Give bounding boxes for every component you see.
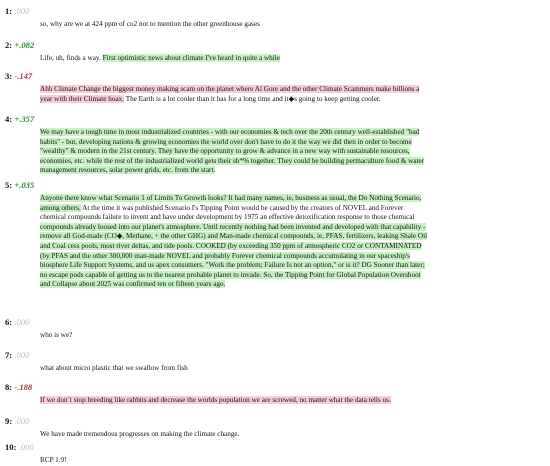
plain-text: Life, uh, finds a way. (40, 54, 103, 62)
positive-highlight: among others. (40, 203, 81, 212)
comment-line (40, 138, 546, 148)
sentiment-score: +.082 (14, 40, 35, 50)
comment-header (5, 40, 34, 50)
comment-text (40, 85, 546, 104)
plain-text: chemical compounds failure to invent and have under development by 1975 an effective detoxification response to those chemical (40, 213, 415, 222)
negative-highlight: year with their Climate hoax. (40, 94, 125, 103)
comment-line (40, 364, 546, 374)
positive-highlight: and Coal cess pools, most river deltas, and tide pools. COOKED (by exceeding 350 ppm of atmospheric CO2 or CONTAMINATED (40, 241, 422, 250)
comment-index: 8: (5, 382, 13, 392)
comment-line (40, 280, 546, 290)
comment-line (40, 85, 546, 95)
comment-line (40, 95, 546, 105)
positive-highlight: Until recently nothing had been invented and developed with that capability - (202, 222, 426, 231)
comment-line (40, 252, 546, 262)
positive-highlight: and Collapse about 2025 was confirmed ten or fifteen years ago. (40, 280, 226, 289)
sentiment-score: +.357 (14, 114, 35, 124)
sentiment-score: -.147 (14, 71, 33, 81)
comment-line (40, 223, 546, 233)
positive-highlight: biosphere Life Support Systems, and us apex consumers. "Work the problem; Failure Is not an option," or is it? DG Sooner than later; (40, 261, 425, 270)
comment-line (40, 213, 546, 223)
plain-text: so, why are we at 424 ppm of co2 not to mention the other greenhouse gases (40, 20, 260, 28)
comment-index: 6: (5, 317, 13, 327)
comment-index: 4: (5, 114, 13, 124)
positive-highlight: remove all God-made (CO◆, Methane, + the other GHG) and Man-made chemical compounds, ie, PFAS, fertilizers, leaking Shale Oil (40, 232, 428, 241)
positive-highlight: First optimistic news about climate I've heard in quite a while (102, 54, 280, 62)
comment-line (40, 54, 546, 64)
positive-highlight: economies, etc. while the rest of the industrialized world gets their sh*% together. They could be building permaculture food & water (40, 156, 425, 165)
comment-line (40, 20, 546, 30)
comment-header (5, 71, 32, 81)
comment-index: 10: (5, 442, 17, 452)
comment-line (40, 396, 546, 406)
comment-line (40, 271, 546, 281)
plain-text: RCP 1.9! (40, 456, 67, 464)
positive-highlight: (by PFAS and the other 300,000 man-made NOVEL and probably Forever chemical compounds accumulating in our spaceship's (40, 251, 410, 260)
comment-header (5, 416, 29, 426)
comment-text (40, 194, 546, 290)
comment-line (40, 430, 546, 440)
comment-header (5, 442, 34, 452)
comment-line (40, 147, 546, 157)
positive-highlight: compounds already loosed into our planet's atmosphere. (40, 222, 203, 231)
positive-highlight: "wealthy" & modern in the 21st century. They have the opportunity to grow & advance in a new way with sustainable resources, (40, 147, 410, 156)
comment-line (40, 232, 546, 242)
comment-index: 9: (5, 416, 13, 426)
plain-text: The Earth is a lot cooler than it has for a long time and it◆s going to keep getting cooler. (124, 94, 381, 103)
comment-index: 1: (5, 6, 13, 16)
sentiment-score: .000 (14, 416, 30, 426)
comment-header (5, 317, 29, 327)
comment-index: 3: (5, 71, 13, 81)
comment-text (40, 20, 546, 30)
comment-line (40, 166, 546, 176)
plain-text: who is we? (40, 331, 73, 339)
positive-highlight: no escape pods capable of getting us to the nearest probable planet to invade. So, the Tipping Point for Global Population Overshoot (40, 270, 421, 279)
comment-text (40, 396, 546, 406)
sentiment-score: -.188 (14, 382, 33, 392)
comment-text (40, 456, 546, 466)
positive-highlight: We may have a tough time in most industrialized countries - with our economies & tech over the 20th century well-established "bad (40, 128, 420, 136)
comment-index: 7: (5, 350, 13, 360)
comment-line (40, 456, 546, 466)
sentiment-score: .000 (14, 350, 30, 360)
sentiment-score: .000 (18, 442, 34, 452)
comment-line (40, 157, 546, 167)
comment-line (40, 242, 546, 252)
comment-line (40, 194, 546, 204)
plain-text: At the time it was published Scenario I's Tipping Point would be caused by the creators of NOVEL and Forever (80, 203, 404, 212)
comment-index: 5: (5, 180, 13, 190)
comment-header (5, 114, 34, 124)
sentiment-score: .000 (14, 6, 30, 16)
comment-line (40, 128, 546, 138)
comment-header (5, 6, 29, 16)
comment-text (40, 331, 546, 341)
comment-line (40, 204, 546, 214)
comment-header (5, 382, 32, 392)
sentiment-score: .000 (14, 317, 30, 327)
comment-text (40, 128, 546, 176)
comment-text (40, 430, 546, 440)
comment-line (40, 261, 546, 271)
positive-highlight: Anyone there know what Scenario 1 of Limits To Growth looks? It had many names, ie, business as usual, the Do Nothing Scenario, (40, 194, 422, 202)
comment-index: 2: (5, 40, 13, 50)
plain-text: what about micro plastic that we swallow from fish (40, 364, 188, 372)
sentiment-score: +.035 (14, 180, 35, 190)
plain-text: We have made tremendous progresses on making the climate change. (40, 430, 240, 438)
positive-highlight: management resources, solar power grids, etc. from the start. (40, 166, 216, 175)
comment-header (5, 180, 34, 190)
comment-line (40, 331, 546, 341)
negative-highlight: If we don`t stop breeding like rabbits and decrease the worlds population we are screwed, no matter what the data tells us. (40, 396, 391, 404)
comment-text (40, 54, 546, 64)
negative-highlight: Ahh Climate Change the biggest money making scam on the planet where Al Gore and the other Climate Scammers make billions a (40, 85, 420, 93)
positive-highlight: habits" - but, developing nations & growing economies the world over don't have to do it the way we did then in order to become (40, 137, 412, 146)
comment-text (40, 364, 546, 374)
comment-header (5, 350, 29, 360)
